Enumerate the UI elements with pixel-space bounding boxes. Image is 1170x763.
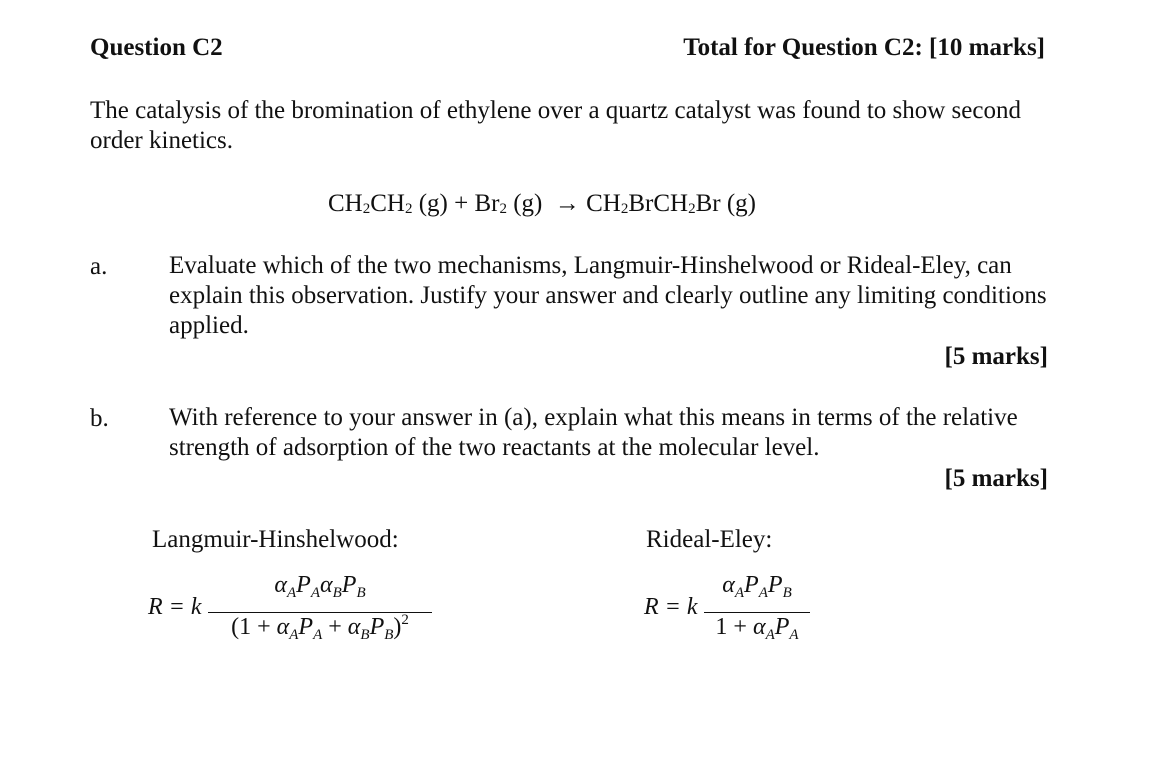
eq-text: CH [370, 190, 405, 217]
eq-text: BrCH [628, 190, 689, 217]
eq-subscript: 2 [620, 201, 629, 217]
alpha-symbol: α [347, 614, 361, 640]
subscript: A [289, 627, 299, 643]
re-fraction-bar [704, 612, 810, 613]
den-open: (1 + [231, 614, 277, 640]
pressure-symbol: P [296, 572, 311, 598]
subscript: A [313, 627, 323, 643]
reaction-equation [328, 190, 756, 218]
eq-subscript: 2 [499, 201, 507, 217]
subscript: A [789, 627, 799, 643]
lh-title: Langmuir-Hinshelwood: [152, 526, 399, 553]
part-a-label: a. [90, 253, 108, 280]
question-intro: The catalysis of the bromination of ethylene over a quartz catalyst was found to show second order kinetics. [90, 97, 1021, 154]
alpha-symbol: α [274, 572, 287, 598]
part-a-marks: [5 marks] [944, 343, 1048, 370]
alpha-symbol: α [752, 614, 766, 640]
den-one: 1 + [715, 614, 753, 640]
subscript: B [384, 627, 394, 643]
den-close: ) [393, 614, 402, 640]
question-title: Question C2 [90, 34, 223, 61]
eq-subscript: 2 [404, 201, 413, 217]
eq-subscript: 2 [362, 201, 371, 217]
question-total-marks: Total for Question C2: [10 marks] [683, 34, 1045, 61]
re-title: Rideal-Eley: [646, 526, 773, 553]
pressure-symbol: P [774, 614, 790, 640]
subscript: B [360, 627, 370, 643]
part-a-text: Evaluate which of the two mechanisms, Langmuir-Hinshelwood or Rideal-Eley, can explain this observation. Justify your answer and clearly outline any limiting conditions applied. [169, 252, 1047, 339]
lh-lhs: R = k [148, 594, 202, 620]
subscript: A [310, 585, 320, 601]
subscript: B [782, 585, 792, 601]
part-b-text: With reference to your answer in (a), explain what this means in terms of the relative strength of adsorption of the two reactants at the molecular level. [169, 404, 1018, 461]
pressure-symbol: P [341, 572, 357, 598]
alpha-symbol: α [320, 572, 333, 598]
lh-numerator [210, 572, 430, 599]
eq-text: (g) → CH [506, 190, 621, 217]
eq-text: (g) + Br [412, 190, 500, 217]
subscript: B [332, 585, 342, 601]
re-numerator [704, 572, 810, 599]
eq-subscript: 2 [688, 201, 696, 217]
part-b-marks: [5 marks] [944, 465, 1048, 492]
plus-sign: + [322, 614, 348, 640]
subscript: A [734, 585, 745, 601]
lh-denominator [208, 614, 432, 641]
eq-text: Br (g) [695, 190, 756, 217]
pressure-symbol: P [298, 614, 314, 640]
pressure-symbol: P [369, 614, 385, 640]
part-b-label: b. [90, 405, 109, 432]
re-denominator [704, 614, 810, 641]
re-lhs: R = k [644, 594, 698, 620]
exponent: 2 [401, 612, 409, 628]
pressure-symbol: P [767, 572, 783, 598]
subscript: B [356, 585, 366, 601]
alpha-symbol: α [722, 572, 735, 598]
subscript: A [758, 585, 768, 601]
eq-text: CH [328, 190, 363, 217]
subscript: A [286, 585, 297, 601]
alpha-symbol: α [276, 614, 290, 640]
lh-fraction-bar [208, 612, 432, 613]
subscript: A [765, 627, 775, 643]
pressure-symbol: P [744, 572, 759, 598]
